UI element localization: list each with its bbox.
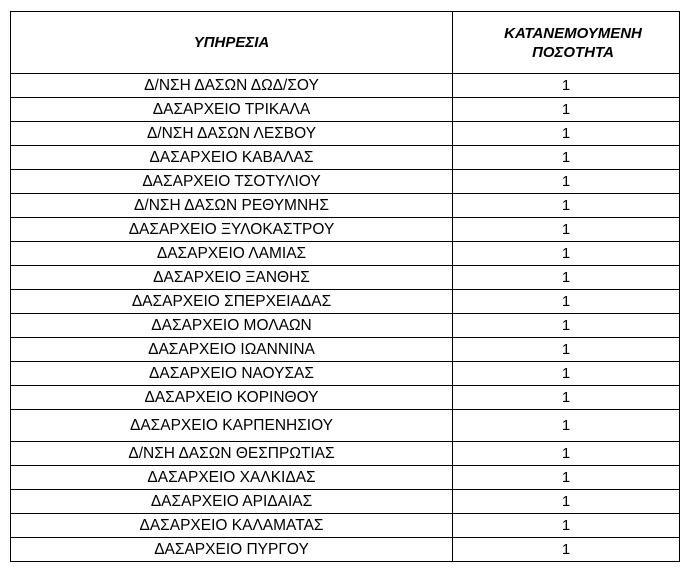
table-row xyxy=(11,218,680,242)
service-cell: ΔΑΣΑΡΧΕΙΟ ΝΑΟΥΣΑΣ xyxy=(11,362,453,386)
service-cell: ΔΑΣΑΡΧΕΙΟ ΤΡΙΚΑΛΑ xyxy=(11,98,453,122)
quantity-cell: 1 xyxy=(453,122,680,146)
service-cell: ΔΑΣΑΡΧΕΙΟ ΚΑΛΑΜΑΤΑΣ xyxy=(11,514,453,538)
quantity-cell: 1 xyxy=(453,146,680,170)
service-cell: ΔΑΣΑΡΧΕΙΟ ΣΠΕΡΧΕΙΑΔΑΣ xyxy=(11,290,453,314)
quantity-cell: 1 xyxy=(453,538,680,562)
quantity-cell: 1 xyxy=(453,514,680,538)
quantity-cell: 1 xyxy=(453,466,680,490)
service-cell: ΔΑΣΑΡΧΕΙΟ ΚΑΒΑΛΑΣ xyxy=(11,146,453,170)
table-row xyxy=(11,362,680,386)
table-row xyxy=(11,242,680,266)
quantity-cell: 1 xyxy=(453,338,680,362)
column-header-quantity xyxy=(453,12,680,74)
table-row xyxy=(11,146,680,170)
quantity-cell: 1 xyxy=(453,194,680,218)
table-row xyxy=(11,410,680,442)
service-cell: ΔΑΣΑΡΧΕΙΟ ΑΡΙΔΑΙΑΣ xyxy=(11,490,453,514)
table-row xyxy=(11,338,680,362)
service-cell: Δ/ΝΣΗ ΔΑΣΩΝ ΘΕΣΠΡΩΤΙΑΣ xyxy=(11,442,453,466)
quantity-cell: 1 xyxy=(453,314,680,338)
service-cell: ΔΑΣΑΡΧΕΙΟ ΜΟΛΑΩΝ xyxy=(11,314,453,338)
column-header-service: ΥΠΗΡΕΣΙΑ xyxy=(11,12,453,74)
table-row xyxy=(11,290,680,314)
table-row xyxy=(11,466,680,490)
table-row xyxy=(11,122,680,146)
table-row xyxy=(11,314,680,338)
service-cell: ΔΑΣΑΡΧΕΙΟ ΚΟΡΙΝΘΟΥ xyxy=(11,386,453,410)
table-row xyxy=(11,266,680,290)
service-cell: ΔΑΣΑΡΧΕΙΟ ΤΣΟΤΥΛΙΟΥ xyxy=(11,170,453,194)
table-row xyxy=(11,74,680,98)
service-cell: ΔΑΣΑΡΧΕΙΟ ΞΥΛΟΚΑΣΤΡΟΥ xyxy=(11,218,453,242)
table-row xyxy=(11,538,680,562)
service-cell: ΔΑΣΑΡΧΕΙΟ ΧΑΛΚΙΔΑΣ xyxy=(11,466,453,490)
quantity-cell: 1 xyxy=(453,490,680,514)
service-cell: ΔΑΣΑΡΧΕΙΟ ΛΑΜΙΑΣ xyxy=(11,242,453,266)
column-header-quantity-line2: ΠΟΣΟΤΗΤΑ xyxy=(532,43,614,61)
quantity-cell: 1 xyxy=(453,170,680,194)
table-row xyxy=(11,170,680,194)
table-row xyxy=(11,98,680,122)
quantity-cell: 1 xyxy=(453,410,680,442)
quantity-cell: 1 xyxy=(453,362,680,386)
service-cell: Δ/ΝΣΗ ΔΑΣΩΝ ΛΕΣΒΟΥ xyxy=(11,122,453,146)
table-row xyxy=(11,386,680,410)
service-cell: ΔΑΣΑΡΧΕΙΟ ΞΑΝΘΗΣ xyxy=(11,266,453,290)
quantity-cell: 1 xyxy=(453,290,680,314)
service-cell: Δ/ΝΣΗ ΔΑΣΩΝ ΔΩΔ/ΣΟΥ xyxy=(11,74,453,98)
header-row xyxy=(11,12,680,74)
service-cell: ΔΑΣΑΡΧΕΙΟ ΙΩΑΝΝΙΝΑ xyxy=(11,338,453,362)
table-row xyxy=(11,514,680,538)
quantity-cell: 1 xyxy=(453,266,680,290)
quantity-cell: 1 xyxy=(453,98,680,122)
allocation-table xyxy=(10,11,680,562)
column-header-quantity-line1: ΚΑΤΑΝΕΜΟΥΜΕΝΗ xyxy=(504,24,642,42)
service-cell: ΔΑΣΑΡΧΕΙΟ ΚΑΡΠΕΝΗΣΙΟΥ xyxy=(11,410,453,442)
column-header-quantity-text xyxy=(490,24,642,62)
service-cell: ΔΑΣΑΡΧΕΙΟ ΠΥΡΓΟΥ xyxy=(11,538,453,562)
table-body xyxy=(11,74,680,562)
quantity-cell: 1 xyxy=(453,74,680,98)
table-row xyxy=(11,194,680,218)
service-cell: Δ/ΝΣΗ ΔΑΣΩΝ ΡΕΘΥΜΝΗΣ xyxy=(11,194,453,218)
quantity-cell: 1 xyxy=(453,242,680,266)
quantity-cell: 1 xyxy=(453,218,680,242)
quantity-cell: 1 xyxy=(453,386,680,410)
quantity-cell: 1 xyxy=(453,442,680,466)
table-row xyxy=(11,442,680,466)
table-row xyxy=(11,490,680,514)
